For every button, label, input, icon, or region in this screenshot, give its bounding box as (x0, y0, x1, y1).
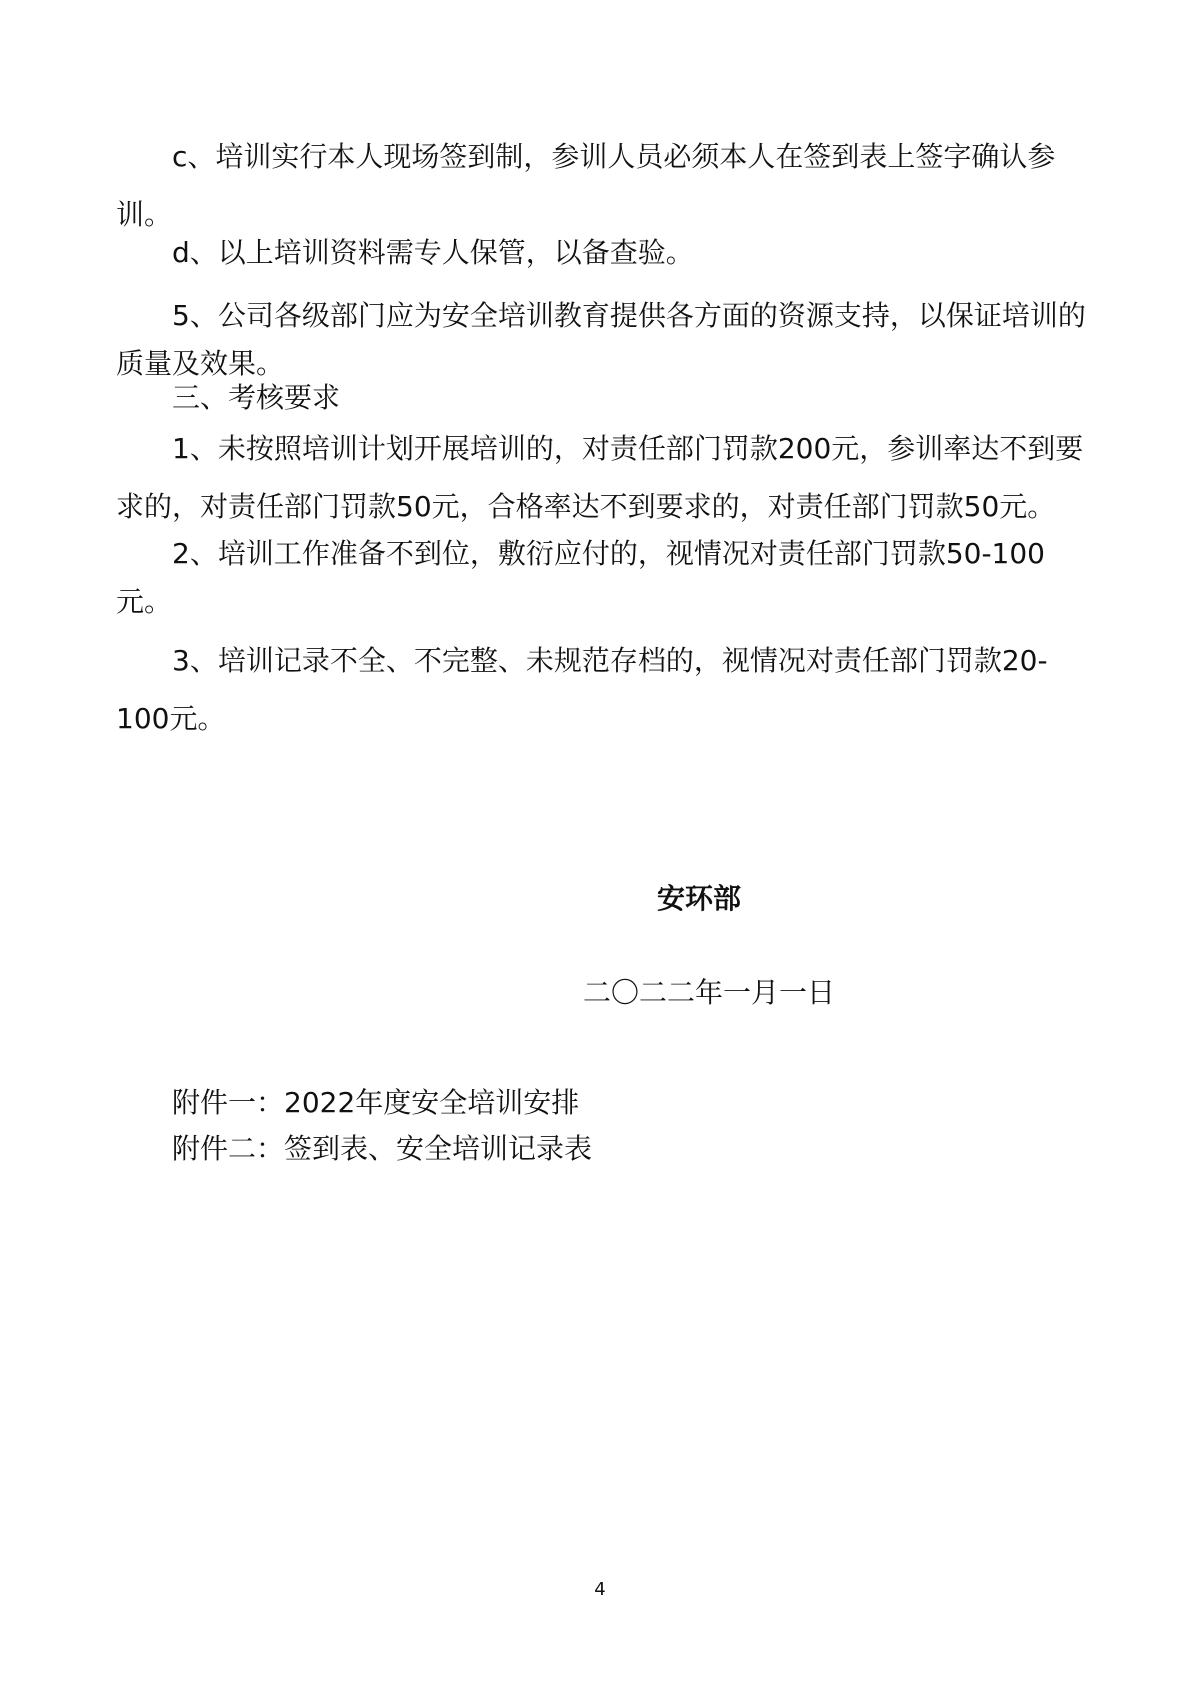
section-heading-assessment: 三、考核要求 (172, 381, 341, 414)
paragraph-resource-support: 5、公司各级部门应为安全培训教育提供各方面的资源支持，以保证培训的质量及效果。 (116, 299, 1086, 380)
paragraph-penalty-2: 2、培训工作准备不到位，敷衍应付的，视情况对责任部门罚款50-100元。 (116, 537, 1045, 618)
signature-department: 安环部 (657, 882, 742, 915)
paragraph-penalty-1: 1、未按照培训计划开展培训的，对责任部门罚款200元，参训率达不到要求的，对责任部门罚款50元，合格率达不到要求的，对责任部门罚款50元。 (116, 432, 1084, 523)
attachment-1: 附件一：2022年度安全培训安排 (172, 1086, 580, 1119)
paragraph-penalty-3: 3、培训记录不全、不完整、未规范存档的，视情况对责任部门罚款20-100元。 (116, 644, 1048, 735)
attachment-2: 附件二：签到表、安全培训记录表 (172, 1132, 593, 1165)
paragraph-materials-custody: d、以上培训资料需专人保管，以备查验。 (172, 236, 694, 269)
signature-date: 二〇二二年一月一日 (583, 976, 836, 1009)
paragraph-sign-in-rule: c、培训实行本人现场签到制，参训人员必须本人在签到表上签字确认参训。 (116, 140, 1056, 231)
page-number: 4 (594, 1579, 606, 1600)
